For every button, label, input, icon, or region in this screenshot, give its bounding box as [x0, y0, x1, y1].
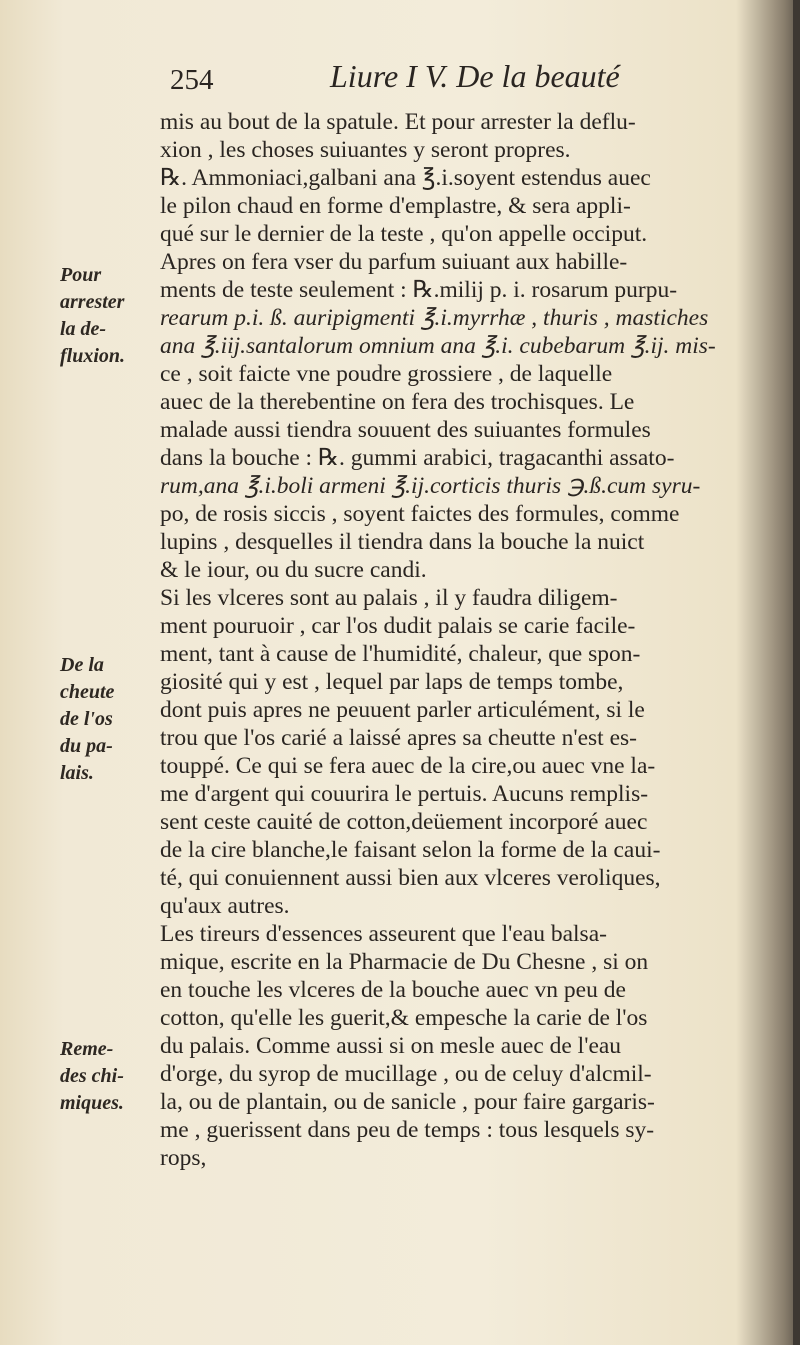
- text-line: me d'argent qui couurira le pertuis. Aucuns remplis-: [160, 781, 649, 807]
- margin-note-line: de l'os: [60, 708, 113, 730]
- text-line: touppé. Ce qui se fera auec de la cire,ou auec vne la-: [160, 753, 656, 779]
- text-line: ment pouruoir , car l'os dudit palais se carie facile-: [160, 613, 636, 639]
- text-line: mique, escrite en la Pharmacie de Du Chesne , si on: [160, 949, 649, 975]
- text-line: rops,: [160, 1145, 207, 1171]
- page-number: 254: [170, 64, 214, 96]
- text-line: & le iour, ou du sucre candi.: [160, 557, 427, 583]
- text-line: mis au bout de la spatule. Et pour arrester la deflu-: [160, 109, 636, 135]
- text-line: Les tireurs d'essences asseurent que l'eau balsa-: [160, 921, 607, 947]
- text-line: qué sur le dernier de la teste , qu'on appelle occiput.: [160, 221, 648, 247]
- body-text: [160, 108, 770, 1172]
- text-line: du palais. Comme aussi si on mesle auec de l'eau: [160, 1033, 622, 1059]
- text-line: malade aussi tiendra souuent des suiuantes formules: [160, 417, 651, 443]
- text-line: dans la bouche : ℞. gummi arabici, tragacanthi assato-: [160, 445, 675, 471]
- text-line: ana ℥.iij.santalorum omnium ana ℥.i. cubebarum ℥.ij. mis-: [160, 333, 716, 359]
- margin-note-line: des chi-: [60, 1065, 124, 1087]
- text-line: xion , les choses suiuantes y seront propres.: [160, 137, 571, 163]
- margin-note-remedes-chimiques: [60, 1036, 160, 1117]
- running-title: Liure I V. De la beauté: [330, 58, 620, 94]
- text-line: Si les vlceres sont au palais , il y faudra diligem-: [160, 585, 618, 611]
- margin-note-line: De la: [60, 654, 104, 676]
- page-header: [170, 58, 730, 104]
- text-line: en touche les vlceres de la bouche auec vn peu de: [160, 977, 626, 1003]
- text-line: auec de la therebentine on fera des trochisques. Le: [160, 389, 635, 415]
- text-line: té, qui conuiennent aussi bien aux vlceres veroliques,: [160, 865, 661, 891]
- margin-note-line: fluxion.: [60, 345, 126, 367]
- text-line: Apres on fera vser du parfum suiuant aux habille-: [160, 249, 628, 275]
- text-line: dont puis apres ne peuuent parler articulément, si le: [160, 697, 645, 723]
- text-line: po, de rosis siccis , soyent faictes des formules, comme: [160, 501, 680, 527]
- text-line: de la cire blanche,le faisant selon la forme de la caui-: [160, 837, 661, 863]
- text-line: trou que l'os carié a laissé apres sa cheutte n'est es-: [160, 725, 637, 751]
- text-line: rum,ana ℥.i.boli armeni ℥.ij.corticis thuris ℈.ß.cum syru-: [160, 473, 701, 499]
- margin-note-cheute-os: [60, 652, 160, 787]
- text-line: qu'aux autres.: [160, 893, 290, 919]
- text-line: sent ceste cauité de cotton,deüement incorporé auec: [160, 809, 648, 835]
- text-line: cotton, qu'elle les guerit,& empesche la carie de l'os: [160, 1005, 648, 1031]
- margin-note-line: lais.: [60, 762, 94, 784]
- margin-note-pour-arrester: [60, 262, 160, 370]
- text-line: ments de teste seulement : ℞.milij p. i. rosarum purpu-: [160, 277, 678, 303]
- text-line: d'orge, du syrop de mucillage , ou de celuy d'alcmil-: [160, 1061, 652, 1087]
- margin-note-line: miques.: [60, 1092, 124, 1114]
- margin-note-line: Reme-: [60, 1038, 114, 1060]
- margin-note-line: Pour: [60, 264, 102, 286]
- text-line: lupins , desquelles il tiendra dans la bouche la nuict: [160, 529, 645, 555]
- text-line: ment, tant à cause de l'humidité, chaleur, que spon-: [160, 641, 641, 667]
- text-line: rearum p.i. ß. auripigmenti ℥.i.myrrhæ , thuris , mastiches: [160, 305, 709, 331]
- page-edge-shadow: [793, 0, 800, 1345]
- text-line: me , guerissent dans peu de temps : tous lesquels sy-: [160, 1117, 655, 1143]
- margin-note-line: arrester: [60, 291, 125, 313]
- margin-note-line: du pa-: [60, 735, 113, 757]
- text-line: le pilon chaud en forme d'emplastre, & sera appli-: [160, 193, 631, 219]
- margin-note-line: la de-: [60, 318, 107, 340]
- margin-note-line: cheute: [60, 681, 115, 703]
- text-line: la, ou de plantain, ou de sanicle , pour faire gargaris-: [160, 1089, 655, 1115]
- text-line: ce , soit faicte vne poudre grossiere , de laquelle: [160, 361, 613, 387]
- text-line: ℞. Ammoniaci,galbani ana ℥.i.soyent estendus auec: [160, 165, 651, 191]
- text-line: giosité qui y est , lequel par laps de temps tombe,: [160, 669, 624, 695]
